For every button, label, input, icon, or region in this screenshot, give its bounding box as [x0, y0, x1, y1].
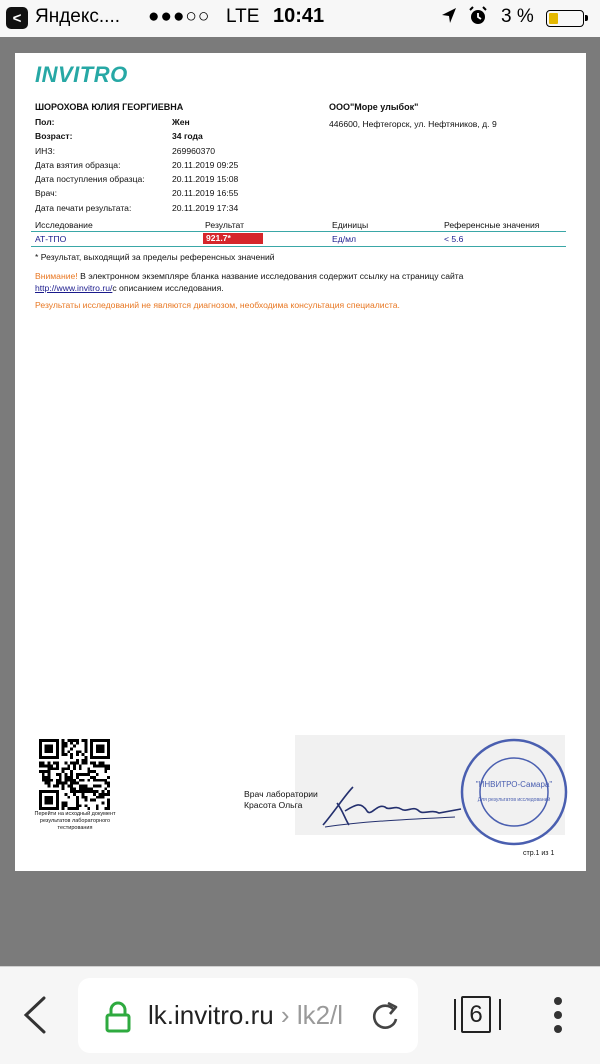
- warning-suffix: с описанием исследования.: [112, 282, 224, 293]
- invitro-logo: INVITRO: [35, 62, 128, 87]
- invitro-link[interactable]: http://www.invitro.ru/: [35, 282, 113, 293]
- tabs-button[interactable]: [452, 993, 504, 1037]
- doctor-name: Красота Ольга: [244, 800, 303, 810]
- signal-strength: ●●●○○: [148, 6, 211, 27]
- stamp-name: "ИНВИТРО-Самара": [475, 780, 553, 789]
- field-label: Пол:: [35, 117, 55, 127]
- address-bar[interactable]: [78, 978, 418, 1053]
- reload-icon[interactable]: [368, 999, 402, 1033]
- reference-range: < 5.6: [444, 234, 464, 244]
- lock-icon: [104, 1001, 132, 1033]
- field-value: Жен: [172, 117, 190, 127]
- chevron-left-icon[interactable]: [18, 995, 52, 1035]
- qr-caption: Перейти на исходный документ результатов лабораторного тестирования: [34, 811, 116, 831]
- column-header: Исследование: [35, 220, 93, 230]
- field-value: 269960370: [172, 145, 216, 156]
- field-value: 20.11.2019 09:25: [172, 159, 239, 170]
- alarm-icon: [468, 6, 488, 32]
- warning-text: В электронном экземпляре бланка название исследования содержит ссылку на страницу сайта: [77, 271, 464, 281]
- clock: 10:41: [273, 5, 325, 27]
- tab-count: 6: [461, 996, 491, 1033]
- stamp-subtext: Для результатов исследований: [477, 797, 551, 803]
- test-name-link[interactable]: АТ-ТПО: [35, 234, 67, 244]
- qr-code[interactable]: [39, 739, 110, 810]
- field-value: 20.11.2019 16:55: [172, 188, 239, 199]
- url-separator: ›: [273, 1000, 297, 1030]
- battery-level: [549, 13, 558, 24]
- doctor-signature: [315, 781, 465, 831]
- field-label: ИНЗ:: [35, 145, 55, 156]
- column-header: Референсные значения: [444, 220, 540, 230]
- lab-result-document: [15, 53, 586, 871]
- field-label: Врач:: [35, 188, 57, 199]
- browser-toolbar: [0, 966, 600, 1064]
- url-text[interactable]: [148, 1000, 343, 1031]
- page-number: стр.1 из 1: [523, 850, 555, 857]
- back-chevron-icon: <: [12, 9, 22, 27]
- result-units: Ед/мл: [332, 234, 357, 244]
- battery-percent: 3 %: [501, 6, 534, 27]
- back-to-app-button[interactable]: [6, 7, 28, 29]
- result-value-flagged: 921.7*: [203, 233, 263, 244]
- network-type: LTE: [226, 6, 260, 27]
- field-label: Дата взятия образца:: [35, 159, 121, 170]
- url-path: lk2/l: [296, 1000, 344, 1030]
- table-row: [31, 231, 566, 247]
- disclaimer: Результаты исследований не являются диагнозом, необходима консультация специалиста.: [35, 300, 400, 310]
- status-bar: [0, 0, 600, 37]
- doctor-title: Врач лаборатории: [244, 789, 318, 799]
- field-label: Дата поступления образца:: [35, 174, 145, 185]
- organization-stamp: [459, 737, 569, 847]
- patient-name: ШОРОХОВА ЮЛИЯ ГЕОРГИЕВНА: [35, 102, 184, 112]
- back-app-name[interactable]: Яндекс....: [35, 6, 121, 27]
- location-arrow-icon: [440, 6, 458, 32]
- organization-name: ООО"Море улыбок": [329, 102, 419, 112]
- field-value: 20.11.2019 17:34: [172, 202, 239, 213]
- patient-info: [35, 115, 315, 215]
- organization-address: 446600, Нефтегорск, ул. Нефтяников, д. 9: [329, 119, 497, 129]
- field-label: Возраст:: [35, 131, 73, 142]
- column-header: Результат: [205, 220, 245, 230]
- field-label: Дата печати результата:: [35, 202, 132, 213]
- field-value: 34 года: [172, 131, 203, 142]
- field-value: 20.11.2019 15:08: [172, 174, 239, 185]
- battery-icon: [546, 10, 584, 27]
- warning-note: [35, 271, 555, 294]
- column-header: Единицы: [332, 220, 369, 230]
- url-host: lk.invitro.ru: [148, 1000, 274, 1030]
- warning-prefix: Внимание!: [35, 271, 78, 281]
- doctor-block: [244, 789, 318, 811]
- footnote: * Результат, выходящий за пределы референсных значений: [35, 252, 275, 262]
- more-vertical-icon[interactable]: [549, 993, 569, 1037]
